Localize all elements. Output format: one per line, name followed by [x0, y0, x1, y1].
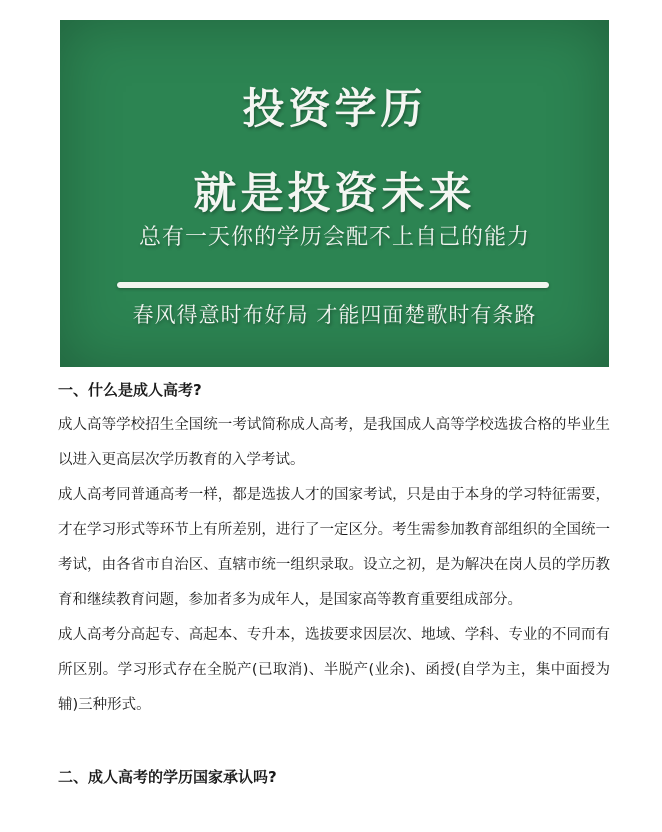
- banner-motto: 春风得意时布好局 才能四面楚歌时有条路: [132, 303, 537, 327]
- banner-divider: [117, 282, 549, 288]
- section-spacer: [58, 723, 610, 759]
- paragraph-definition: 成人高等学校招生全国统一考试简称成人高考，是我国成人高等学校选拔合格的毕业生以进入更高层次学历教育的入学考试。: [58, 417, 610, 468]
- banner-title-line-2: 就是投资未来: [193, 169, 476, 219]
- section-heading-recognition: 二、成人高考的学历国家承认吗?: [58, 768, 277, 786]
- banner-title-line-1: 投资学历: [242, 84, 427, 133]
- hero-banner: [60, 20, 609, 367]
- paragraph-comparison: 成人高考同普通高考一样，都是选拔人才的国家考试，只是由于本身的学习特征需要，才在学习形式等环节上有所差别，进行了一定区分。考生需参加教育部组织的全国统一考试，由各省市自治区、直辖市统一组织录取。设立之初，是为解决在岗人员的学历教育和继续教育问题，参加者多为成年人，是国家高等教育重要组成部分。: [58, 487, 610, 608]
- section-heading-what-is: 一、什么是成人高考?: [58, 381, 202, 399]
- banner-subtitle: 总有一天你的学历会配不上自己的能力: [138, 225, 531, 250]
- paragraph-levels-and-forms: 成人高考分高起专、高起本、专升本，选拔要求因层次、地域、学科、专业的不同而有所区别。学习形式存在全脱产(已取消)、半脱产(业余)、函授(自学为主，集中面授为辅)三种形式。: [58, 627, 610, 713]
- article-body: [58, 372, 610, 795]
